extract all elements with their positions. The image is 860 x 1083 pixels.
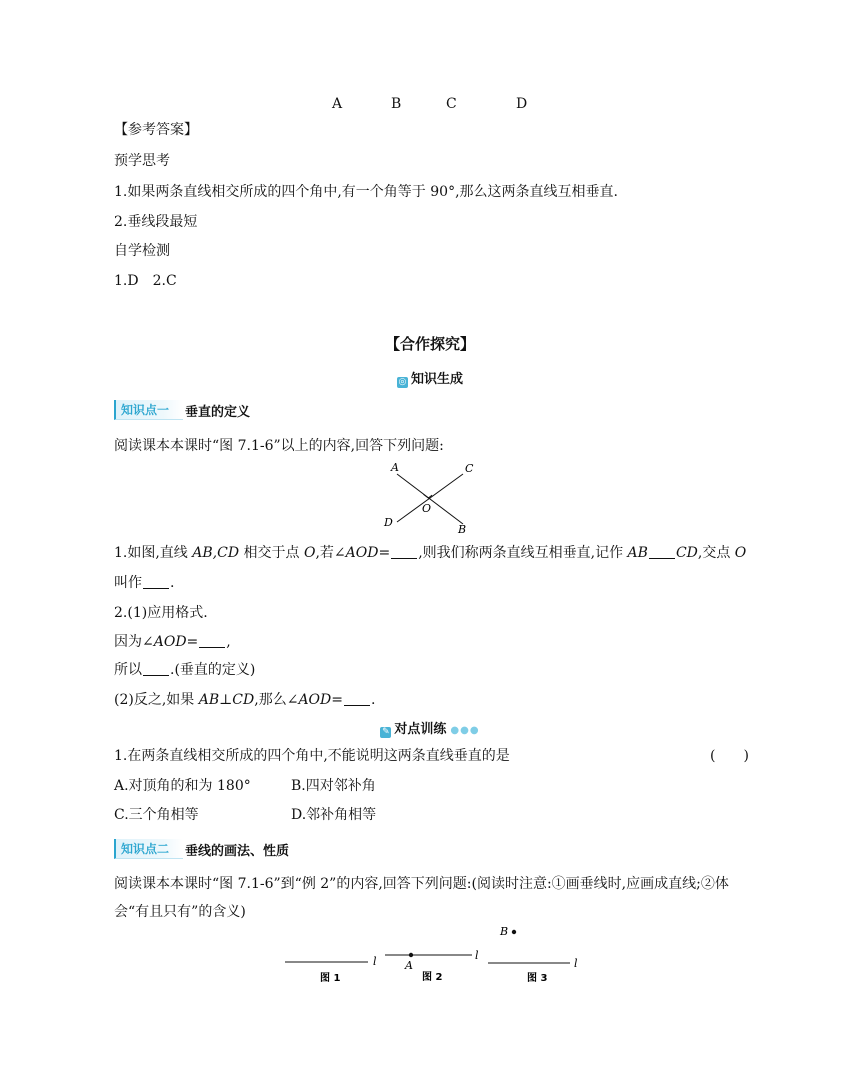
- q1-line2-text: 叫作: [114, 575, 142, 591]
- q2-aod: AOD: [153, 634, 187, 650]
- question-1-line-1: [114, 543, 746, 563]
- preview-answer-1: 1.如果两条直线相交所成的四个角中,有一个角等于 90°,那么这两条直线互相垂直.: [114, 184, 618, 200]
- q1-text-5: ,则我们称两条直线互相垂直,记作: [418, 545, 628, 561]
- q2-comma: ,: [226, 634, 231, 650]
- practice-heading: [0, 718, 860, 738]
- cooperate-title: 【合作探究】: [384, 335, 475, 353]
- q2-because-text: 因为∠: [114, 634, 154, 650]
- figure-3-b-label: B: [500, 925, 509, 938]
- q2-so-text: 所以: [114, 662, 142, 678]
- knowledge-icon: ◎: [398, 377, 407, 387]
- knowledge-gen-label: 知识生成: [410, 372, 463, 387]
- q1-eq: =: [378, 545, 391, 561]
- figure-1-l-label: l: [373, 955, 377, 968]
- reading-instruction-2-line-2: 会“有且只有”的含义): [114, 904, 246, 920]
- q1-line2-end: .: [170, 575, 175, 591]
- figure-3-caption: 图 3: [527, 973, 548, 984]
- figure-2-point-a: [409, 953, 413, 957]
- figures-1-3: [280, 922, 590, 988]
- figure-3-point-b: [512, 930, 516, 934]
- point-b-label: B: [458, 523, 467, 536]
- q1-text-2: 相交于点: [239, 545, 304, 561]
- practice-title: 对点训练: [394, 722, 447, 737]
- point-a-label: A: [391, 461, 399, 474]
- pencil-icon: ✎: [382, 727, 390, 737]
- figure-2-a-label: A: [405, 959, 413, 972]
- blank-field[interactable]: [344, 691, 370, 706]
- question-1-line-2: [114, 573, 174, 593]
- perpendicular-figure: [375, 458, 485, 536]
- preview-title: 预学思考: [114, 153, 170, 169]
- q2-so-end: .(垂直的定义): [170, 662, 256, 678]
- q1-text-6: ,交点: [697, 545, 735, 561]
- decorative-dots-icon: ●●●: [450, 725, 480, 736]
- option-a[interactable]: A.对顶角的和为 180°: [114, 778, 251, 794]
- q2-eq: =: [186, 634, 199, 650]
- answer-parenthesis[interactable]: ( ): [710, 748, 749, 764]
- q1-text: 1.如图,直线: [114, 545, 193, 561]
- question-2-so: [114, 660, 255, 680]
- question-2-part-2: [114, 690, 375, 710]
- figure-2-caption: 图 2: [422, 972, 443, 983]
- q2-2-abcd: AB⊥CD: [198, 692, 255, 708]
- figure-3-l-label: l: [574, 957, 578, 970]
- reading-instruction-2-line-1: 阅读课本本课时“图 7.1-6”到“例 2”的内容,回答下列问题:(阅读时注意:①画垂线时,应画成直线;②体: [114, 876, 729, 892]
- q1-ab: AB: [627, 545, 648, 561]
- q2-2-text-2: ,那么∠: [254, 692, 299, 708]
- knowledge-point-1: [114, 400, 250, 420]
- preview-answer-2: 2.垂线段最短: [114, 214, 198, 230]
- q2-2-eq: =: [331, 692, 343, 708]
- q1-o: O: [303, 545, 316, 561]
- question-2-title: 2.(1)应用格式.: [114, 605, 208, 621]
- knowledge-point-1-tag: 知识点一: [114, 400, 183, 420]
- question-2-because: [114, 632, 231, 652]
- option-label-d: D: [516, 96, 528, 112]
- q2-2-text: (2)反之,如果: [114, 692, 199, 708]
- option-d[interactable]: D.邻补角相等: [291, 807, 377, 823]
- q2-2-end: .: [370, 692, 376, 708]
- figure-2-l-label: l: [475, 949, 479, 962]
- q2-2-aod: AOD: [298, 692, 332, 708]
- option-label-c: C: [446, 96, 457, 112]
- option-c[interactable]: C.三个角相等: [114, 807, 199, 823]
- knowledge-point-1-text: 垂直的定义: [185, 404, 251, 420]
- self-check-answers: [114, 271, 177, 291]
- figure-1-caption: 图 1: [320, 973, 341, 984]
- blank-field[interactable]: [391, 544, 417, 559]
- self-check-answer-1: 1.D: [114, 273, 139, 289]
- knowledge-point-2: [114, 839, 289, 859]
- self-check-answer-2: 2.C: [152, 273, 177, 289]
- point-o-label: O: [422, 502, 432, 515]
- blank-field[interactable]: [143, 661, 169, 676]
- q1-text-3: ,若∠: [315, 545, 346, 561]
- q1-aod: AOD: [345, 545, 379, 561]
- practice-question-1: 1.在两条直线相交所成的四个角中,不能说明这两条直线垂直的是: [114, 748, 510, 764]
- knowledge-gen-heading: [0, 368, 860, 388]
- point-c-label: C: [465, 462, 474, 475]
- blank-field[interactable]: [143, 574, 169, 589]
- option-label-b: B: [391, 96, 402, 112]
- reading-instruction-1: 阅读课本本课时“图 7.1-6”以上的内容,回答下列问题:: [114, 438, 444, 454]
- q1-ab-cd: AB,CD: [192, 545, 240, 561]
- self-check-title: 自学检测: [114, 243, 170, 259]
- blank-field[interactable]: [649, 544, 675, 559]
- knowledge-point-2-text: 垂线的画法、性质: [185, 843, 290, 859]
- q1-cd: CD: [675, 545, 698, 561]
- option-b[interactable]: B.四对邻补角: [291, 778, 376, 794]
- q1-o2: O: [734, 545, 747, 561]
- point-d-label: D: [384, 516, 393, 529]
- answers-header: 【参考答案】: [114, 122, 198, 138]
- option-label-a: A: [332, 96, 343, 112]
- knowledge-point-2-tag: 知识点二: [114, 839, 183, 859]
- blank-field[interactable]: [199, 633, 225, 648]
